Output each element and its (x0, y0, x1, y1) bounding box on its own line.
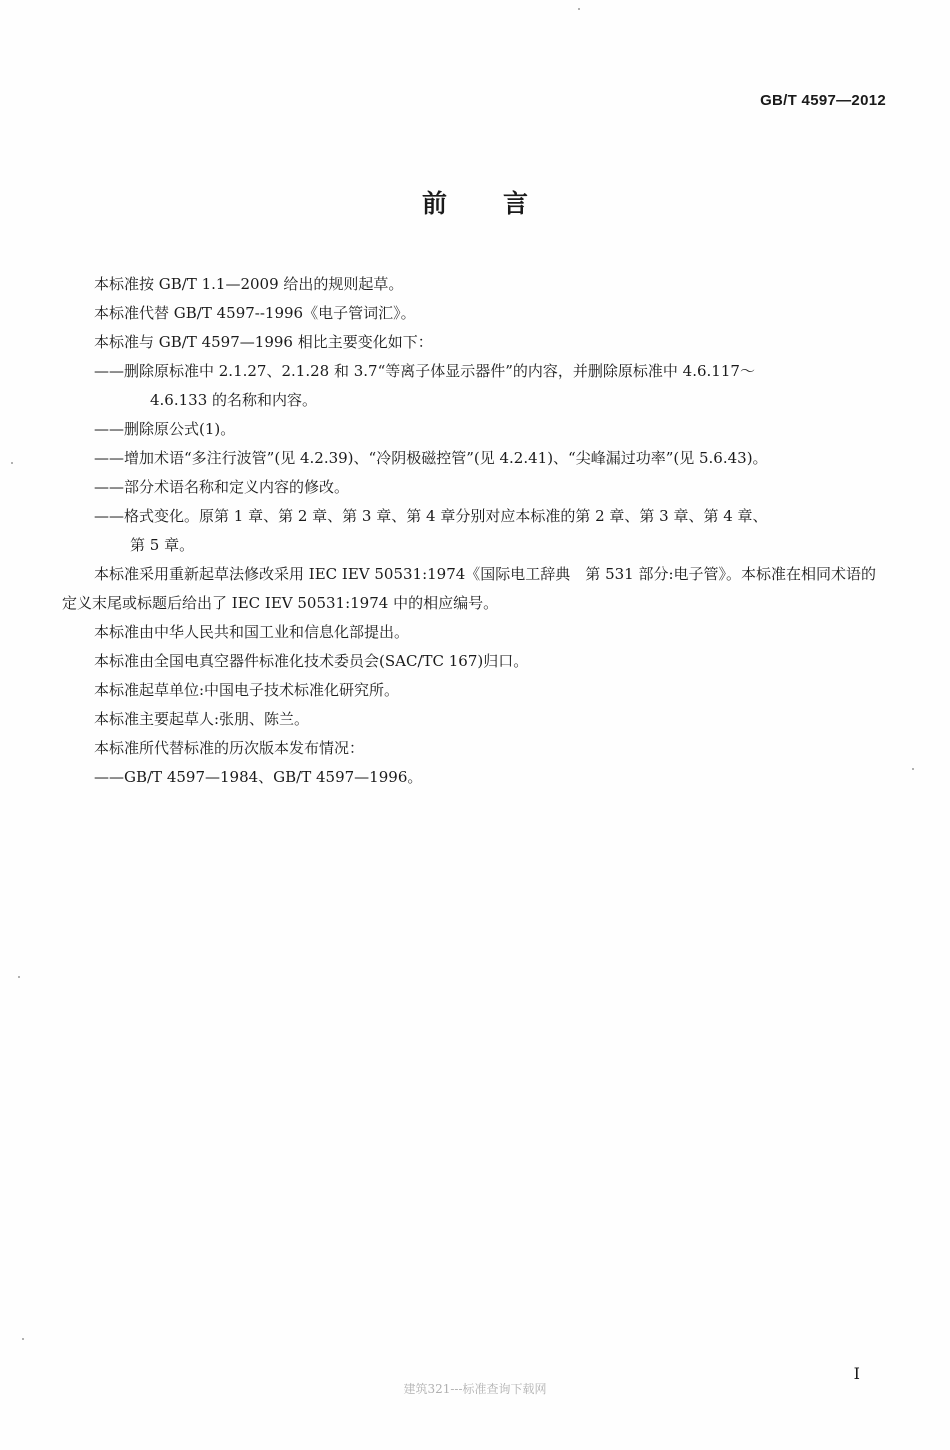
page-number: I (853, 1364, 860, 1383)
previous-editions-list: ——GB/T 4597—1984、GB/T 4597—1996。 (94, 768, 423, 786)
paragraph-adoption: 本标准采用重新起草法修改采用 IEC IEV 50531:1974《国际电工辞典 第 531 部分:电子管》。本标准在相同术语的定义末尾或标题后给出了 IEC IEV 50531:1974 中的相应编号。 (62, 565, 877, 612)
paragraph-administered-by: 本标准由全国电真空器件标准化技术委员会(SAC/TC 167)归口。 (94, 652, 529, 670)
paragraph-drafting-rules: 本标准按 GB/T 1.1—2009 给出的规则起草。 (94, 275, 404, 293)
paragraph-drafters: 本标准主要起草人:张朋、陈兰。 (94, 710, 310, 728)
page-title: 前言 (421, 189, 584, 218)
standard-code: GB/T 4597—2012 (760, 92, 886, 109)
paragraph-previous-editions: 本标准所代替标准的历次版本发布情况： (94, 739, 365, 757)
change-item-line-continued: 4.6.133 的名称和内容。 (150, 391, 318, 409)
watermark: 建筑321---标准查询下载网 (403, 1382, 547, 1396)
paragraph-drafting-unit: 本标准起草单位:中国电子技术标准化研究所。 (94, 681, 400, 699)
change-item-term-modifications: ——部分术语名称和定义内容的修改。 (94, 478, 350, 496)
scan-speck (18, 976, 20, 978)
scan-speck (912, 768, 914, 770)
change-item-line: ——删除原标准中 2.1.27、2.1.28 和 3.7“等离子体显示器件”的内容，并删除原标准中 4.6.117～ (94, 362, 755, 380)
change-item-line-continued: 第 5 章。 (130, 536, 195, 554)
change-item-deleted-content (62, 357, 888, 415)
change-item-added-terms: ——增加术语“多注行波管”(见 4.2.39)、“冷阴极磁控管”(见 4.2.41)、“尖峰漏过功率”(见 5.6.43)。 (94, 449, 768, 467)
scan-speck (578, 8, 580, 10)
paragraph-changes-intro: 本标准与 GB/T 4597—1996 相比主要变化如下： (94, 333, 433, 351)
paragraph-proposed-by: 本标准由中华人民共和国工业和信息化部提出。 (94, 623, 410, 641)
change-item-line: ——格式变化。原第 1 章、第 2 章、第 3 章、第 4 章分别对应本标准的第 2 章、第 3 章、第 4 章、 (94, 507, 768, 525)
change-item-deleted-formula: ——删除原公式(1)。 (94, 420, 236, 438)
change-item-format (62, 502, 888, 560)
scan-speck (22, 1338, 24, 1340)
paragraph-replaces: 本标准代替 GB/T 4597--1996《电子管词汇》。 (94, 304, 416, 322)
scan-speck (11, 462, 13, 464)
foreword-body (62, 270, 888, 792)
